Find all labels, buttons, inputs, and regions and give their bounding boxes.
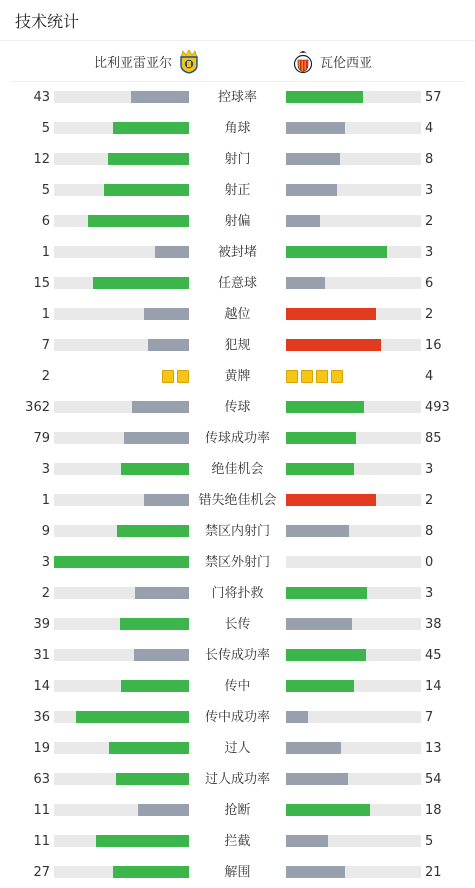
home-stat-bar xyxy=(54,525,189,537)
stat-row xyxy=(0,764,475,795)
stat-row xyxy=(0,206,475,237)
away-stat-value: 3 xyxy=(425,586,434,601)
home-stat-bar xyxy=(54,246,189,258)
stat-row xyxy=(0,175,475,206)
home-stat-value: 31 xyxy=(33,648,50,663)
stat-label: 抢断 xyxy=(224,803,251,818)
away-stat-bar xyxy=(286,401,421,413)
stat-label: 传球 xyxy=(224,400,251,415)
home-stat-bar-fill xyxy=(104,184,189,196)
away-stat-value: 14 xyxy=(425,679,442,694)
stat-row xyxy=(0,423,475,454)
stat-row xyxy=(0,578,475,609)
teams-header xyxy=(10,41,465,82)
home-stat-bar-fill xyxy=(117,525,189,537)
home-stat-value: 362 xyxy=(25,400,50,415)
stat-row xyxy=(0,361,475,392)
away-stat-value: 0 xyxy=(425,555,434,570)
away-stat-bar-fill xyxy=(286,339,381,351)
away-stat-bar-fill xyxy=(286,308,376,320)
away-stat-bar xyxy=(286,680,421,692)
away-stat-bar-fill xyxy=(286,525,349,537)
home-stat-value: 1 xyxy=(41,307,50,322)
away-stat-bar-fill xyxy=(286,742,341,754)
home-stat-value: 5 xyxy=(41,183,50,198)
home-stat-bar-fill xyxy=(93,277,189,289)
home-stat-bar-fill xyxy=(124,432,189,444)
home-stat-bar xyxy=(54,153,189,165)
stat-label: 过人成功率 xyxy=(204,772,270,787)
away-stat-bar xyxy=(286,277,421,289)
home-stat-bar-fill xyxy=(96,835,189,847)
stat-label: 角球 xyxy=(224,121,251,136)
home-stat-bar xyxy=(54,804,189,816)
away-stat-bar xyxy=(286,866,421,878)
away-stat-value: 18 xyxy=(425,803,442,818)
away-stat-value: 493 xyxy=(425,400,450,415)
stat-label: 绝佳机会 xyxy=(211,462,264,477)
away-team-name: 瓦伦西亚 xyxy=(320,55,373,71)
home-stat-bar xyxy=(54,649,189,661)
away-stat-bar-fill xyxy=(286,618,352,630)
home-stat-value: 12 xyxy=(33,152,50,167)
away-stat-value: 4 xyxy=(425,121,434,136)
stats-list xyxy=(0,82,475,888)
away-stat-bar-fill xyxy=(286,649,366,661)
home-stat-value: 6 xyxy=(41,214,50,229)
stat-label: 传中 xyxy=(224,679,251,694)
home-stat-value: 2 xyxy=(41,586,50,601)
stat-row xyxy=(0,547,475,578)
stat-row xyxy=(0,113,475,144)
stat-row xyxy=(0,671,475,702)
stat-row xyxy=(0,237,475,268)
home-stat-value: 7 xyxy=(41,338,50,353)
away-stat-value: 6 xyxy=(425,276,434,291)
home-team-name: 比利亚雷亚尔 xyxy=(93,55,172,71)
stat-label: 长传成功率 xyxy=(204,648,270,663)
away-stat-value: 3 xyxy=(425,245,434,260)
home-stat-bar xyxy=(54,680,189,692)
home-stat-bar-fill xyxy=(113,866,189,878)
home-stat-bar-fill xyxy=(131,91,189,103)
yellow-card-icon xyxy=(286,370,298,383)
home-stat-value: 1 xyxy=(41,493,50,508)
away-stat-bar xyxy=(286,494,421,506)
home-stat-value: 3 xyxy=(41,555,50,570)
away-team[interactable] xyxy=(292,41,372,81)
yellow-card-icon xyxy=(316,370,328,383)
away-stat-bar xyxy=(286,339,421,351)
away-stat-bar xyxy=(286,91,421,103)
away-stat-value: 45 xyxy=(425,648,442,663)
stat-label: 禁区内射门 xyxy=(204,524,270,539)
stat-label: 拦截 xyxy=(224,834,251,849)
home-stat-bar-fill xyxy=(109,742,189,754)
home-stat-bar xyxy=(54,122,189,134)
home-stat-bar xyxy=(54,835,189,847)
away-stat-value: 85 xyxy=(425,431,442,446)
away-stat-bar xyxy=(286,835,421,847)
away-stat-bar xyxy=(286,556,421,568)
away-stat-bar xyxy=(286,525,421,537)
villarreal-crest-icon xyxy=(178,48,200,74)
away-stat-bar-fill xyxy=(286,866,345,878)
home-stat-value: 1 xyxy=(41,245,50,260)
away-stat-bar xyxy=(286,587,421,599)
away-stat-bar xyxy=(286,308,421,320)
home-stat-value: 11 xyxy=(33,834,50,849)
away-stat-value: 3 xyxy=(425,462,434,477)
stat-label: 控球率 xyxy=(217,90,257,105)
away-stat-value: 3 xyxy=(425,183,434,198)
away-stat-bar xyxy=(286,711,421,723)
away-stat-bar xyxy=(286,153,421,165)
away-stat-bar-fill xyxy=(286,804,370,816)
away-stat-bar-fill xyxy=(286,91,363,103)
home-stat-bar-fill xyxy=(138,804,189,816)
home-stat-bar xyxy=(54,277,189,289)
away-stat-bar-fill xyxy=(286,153,340,165)
stat-label: 任意球 xyxy=(217,276,257,291)
home-stat-bar-fill xyxy=(121,463,189,475)
stat-label: 越位 xyxy=(224,307,251,322)
home-stat-value: 43 xyxy=(33,90,50,105)
away-stat-bar-fill xyxy=(286,680,354,692)
home-stat-bar xyxy=(54,432,189,444)
away-stat-bar-fill xyxy=(286,835,328,847)
yellow-card-icon xyxy=(177,370,189,383)
stat-label: 传球成功率 xyxy=(204,431,270,446)
stat-row xyxy=(0,268,475,299)
home-stat-value: 19 xyxy=(33,741,50,756)
stat-row xyxy=(0,299,475,330)
away-stat-value: 8 xyxy=(425,152,434,167)
stat-label: 犯规 xyxy=(224,338,251,353)
away-stat-value: 54 xyxy=(425,772,442,787)
home-stat-value: 36 xyxy=(33,710,50,725)
away-stat-value: 5 xyxy=(425,834,434,849)
stat-label: 黄牌 xyxy=(224,369,251,384)
home-stat-bar-fill xyxy=(155,246,189,258)
stat-row xyxy=(0,392,475,423)
stat-row xyxy=(0,330,475,361)
home-stat-value: 2 xyxy=(41,369,50,384)
away-stat-bar-fill xyxy=(286,587,367,599)
home-stat-bar xyxy=(54,91,189,103)
home-stat-bar-fill xyxy=(132,401,189,413)
stat-row xyxy=(0,144,475,175)
home-stat-bar-fill xyxy=(108,153,189,165)
home-stat-bar xyxy=(54,184,189,196)
home-stat-bar-fill xyxy=(54,556,189,568)
stat-label: 被封堵 xyxy=(217,245,257,260)
home-stat-bar xyxy=(54,711,189,723)
away-stat-bar xyxy=(286,184,421,196)
home-stat-value: 9 xyxy=(41,524,50,539)
stat-label: 禁区外射门 xyxy=(204,555,270,570)
away-stat-value: 21 xyxy=(425,865,442,880)
home-stat-value: 79 xyxy=(33,431,50,446)
stat-label: 射门 xyxy=(224,152,251,167)
home-stat-value: 15 xyxy=(33,276,50,291)
stat-label: 错失绝佳机会 xyxy=(198,493,277,508)
home-stat-value: 11 xyxy=(33,803,50,818)
away-stat-bar xyxy=(286,742,421,754)
home-stat-bar xyxy=(54,401,189,413)
yellow-card-icon xyxy=(162,370,174,383)
stat-label: 过人 xyxy=(224,741,251,756)
home-stat-bar xyxy=(54,866,189,878)
stat-row xyxy=(0,826,475,857)
stat-row xyxy=(0,702,475,733)
away-stat-value: 38 xyxy=(425,617,442,632)
away-stat-bar-fill xyxy=(286,277,325,289)
home-stat-bar-fill xyxy=(76,711,189,723)
home-stat-bar-fill xyxy=(144,494,189,506)
stat-row xyxy=(0,640,475,671)
home-stat-bar xyxy=(54,339,189,351)
away-stat-value: 8 xyxy=(425,524,434,539)
away-stat-bar-fill xyxy=(286,773,348,785)
away-stat-value: 2 xyxy=(425,493,434,508)
stat-label: 解围 xyxy=(224,865,251,880)
home-stat-bar xyxy=(54,618,189,630)
home-stat-bar xyxy=(54,587,189,599)
away-stat-bar-fill xyxy=(286,432,356,444)
home-stat-bar-fill xyxy=(135,587,189,599)
stat-label: 射偏 xyxy=(224,214,251,229)
stat-row xyxy=(0,516,475,547)
away-stat-bar xyxy=(286,432,421,444)
home-stat-value: 63 xyxy=(33,772,50,787)
home-stat-bar-fill xyxy=(121,680,189,692)
away-stat-bar xyxy=(286,215,421,227)
home-stat-bar xyxy=(54,556,189,568)
home-stat-value: 5 xyxy=(41,121,50,136)
away-stat-bar-fill xyxy=(286,122,345,134)
stat-row xyxy=(0,485,475,516)
home-yellow-cards xyxy=(162,370,189,383)
away-stat-bar xyxy=(286,804,421,816)
away-stat-bar-fill xyxy=(286,494,376,506)
stat-label: 门将扑救 xyxy=(211,586,264,601)
away-stat-bar xyxy=(286,649,421,661)
away-stat-bar xyxy=(286,618,421,630)
stat-label: 射正 xyxy=(224,183,251,198)
stat-row xyxy=(0,609,475,640)
away-stat-bar xyxy=(286,773,421,785)
home-stat-value: 27 xyxy=(33,865,50,880)
stat-row xyxy=(0,857,475,888)
page-title: 技术统计 xyxy=(15,11,80,31)
home-stat-bar-fill xyxy=(113,122,189,134)
away-stat-bar xyxy=(286,122,421,134)
valencia-crest-icon xyxy=(292,48,314,74)
home-stat-bar-fill xyxy=(88,215,189,227)
yellow-card-icon xyxy=(331,370,343,383)
away-stat-bar-fill xyxy=(286,401,364,413)
away-stat-value: 2 xyxy=(425,307,434,322)
away-stat-value: 7 xyxy=(425,710,434,725)
home-stat-bar xyxy=(54,308,189,320)
away-stat-value: 2 xyxy=(425,214,434,229)
away-stat-bar-fill xyxy=(286,215,320,227)
home-stat-value: 3 xyxy=(41,462,50,477)
home-stat-bar-fill xyxy=(148,339,189,351)
page-header xyxy=(0,0,475,41)
away-stat-bar-fill xyxy=(286,711,308,723)
away-stat-value: 4 xyxy=(425,369,434,384)
home-stat-bar-fill xyxy=(120,618,189,630)
away-stat-value: 13 xyxy=(425,741,442,756)
home-stat-bar-fill xyxy=(134,649,189,661)
home-stat-value: 39 xyxy=(33,617,50,632)
home-team[interactable] xyxy=(94,41,200,81)
home-stat-bar xyxy=(54,773,189,785)
away-stat-bar xyxy=(286,463,421,475)
stat-label: 传中成功率 xyxy=(204,710,270,725)
stat-row xyxy=(0,795,475,826)
away-stat-bar-fill xyxy=(286,463,354,475)
home-stat-bar-fill xyxy=(116,773,189,785)
stat-row xyxy=(0,454,475,485)
away-stat-value: 16 xyxy=(425,338,442,353)
home-stat-bar xyxy=(54,742,189,754)
stat-row xyxy=(0,733,475,764)
home-stat-bar xyxy=(54,463,189,475)
stat-row xyxy=(0,82,475,113)
home-stat-bar-fill xyxy=(144,308,189,320)
home-stat-value: 14 xyxy=(33,679,50,694)
away-stat-bar-fill xyxy=(286,246,387,258)
yellow-card-icon xyxy=(301,370,313,383)
stat-label: 长传 xyxy=(224,617,251,632)
home-stat-bar xyxy=(54,494,189,506)
away-stat-bar-fill xyxy=(286,184,337,196)
away-stat-bar xyxy=(286,246,421,258)
home-stat-bar xyxy=(54,215,189,227)
away-yellow-cards xyxy=(286,370,343,383)
away-stat-value: 57 xyxy=(425,90,442,105)
